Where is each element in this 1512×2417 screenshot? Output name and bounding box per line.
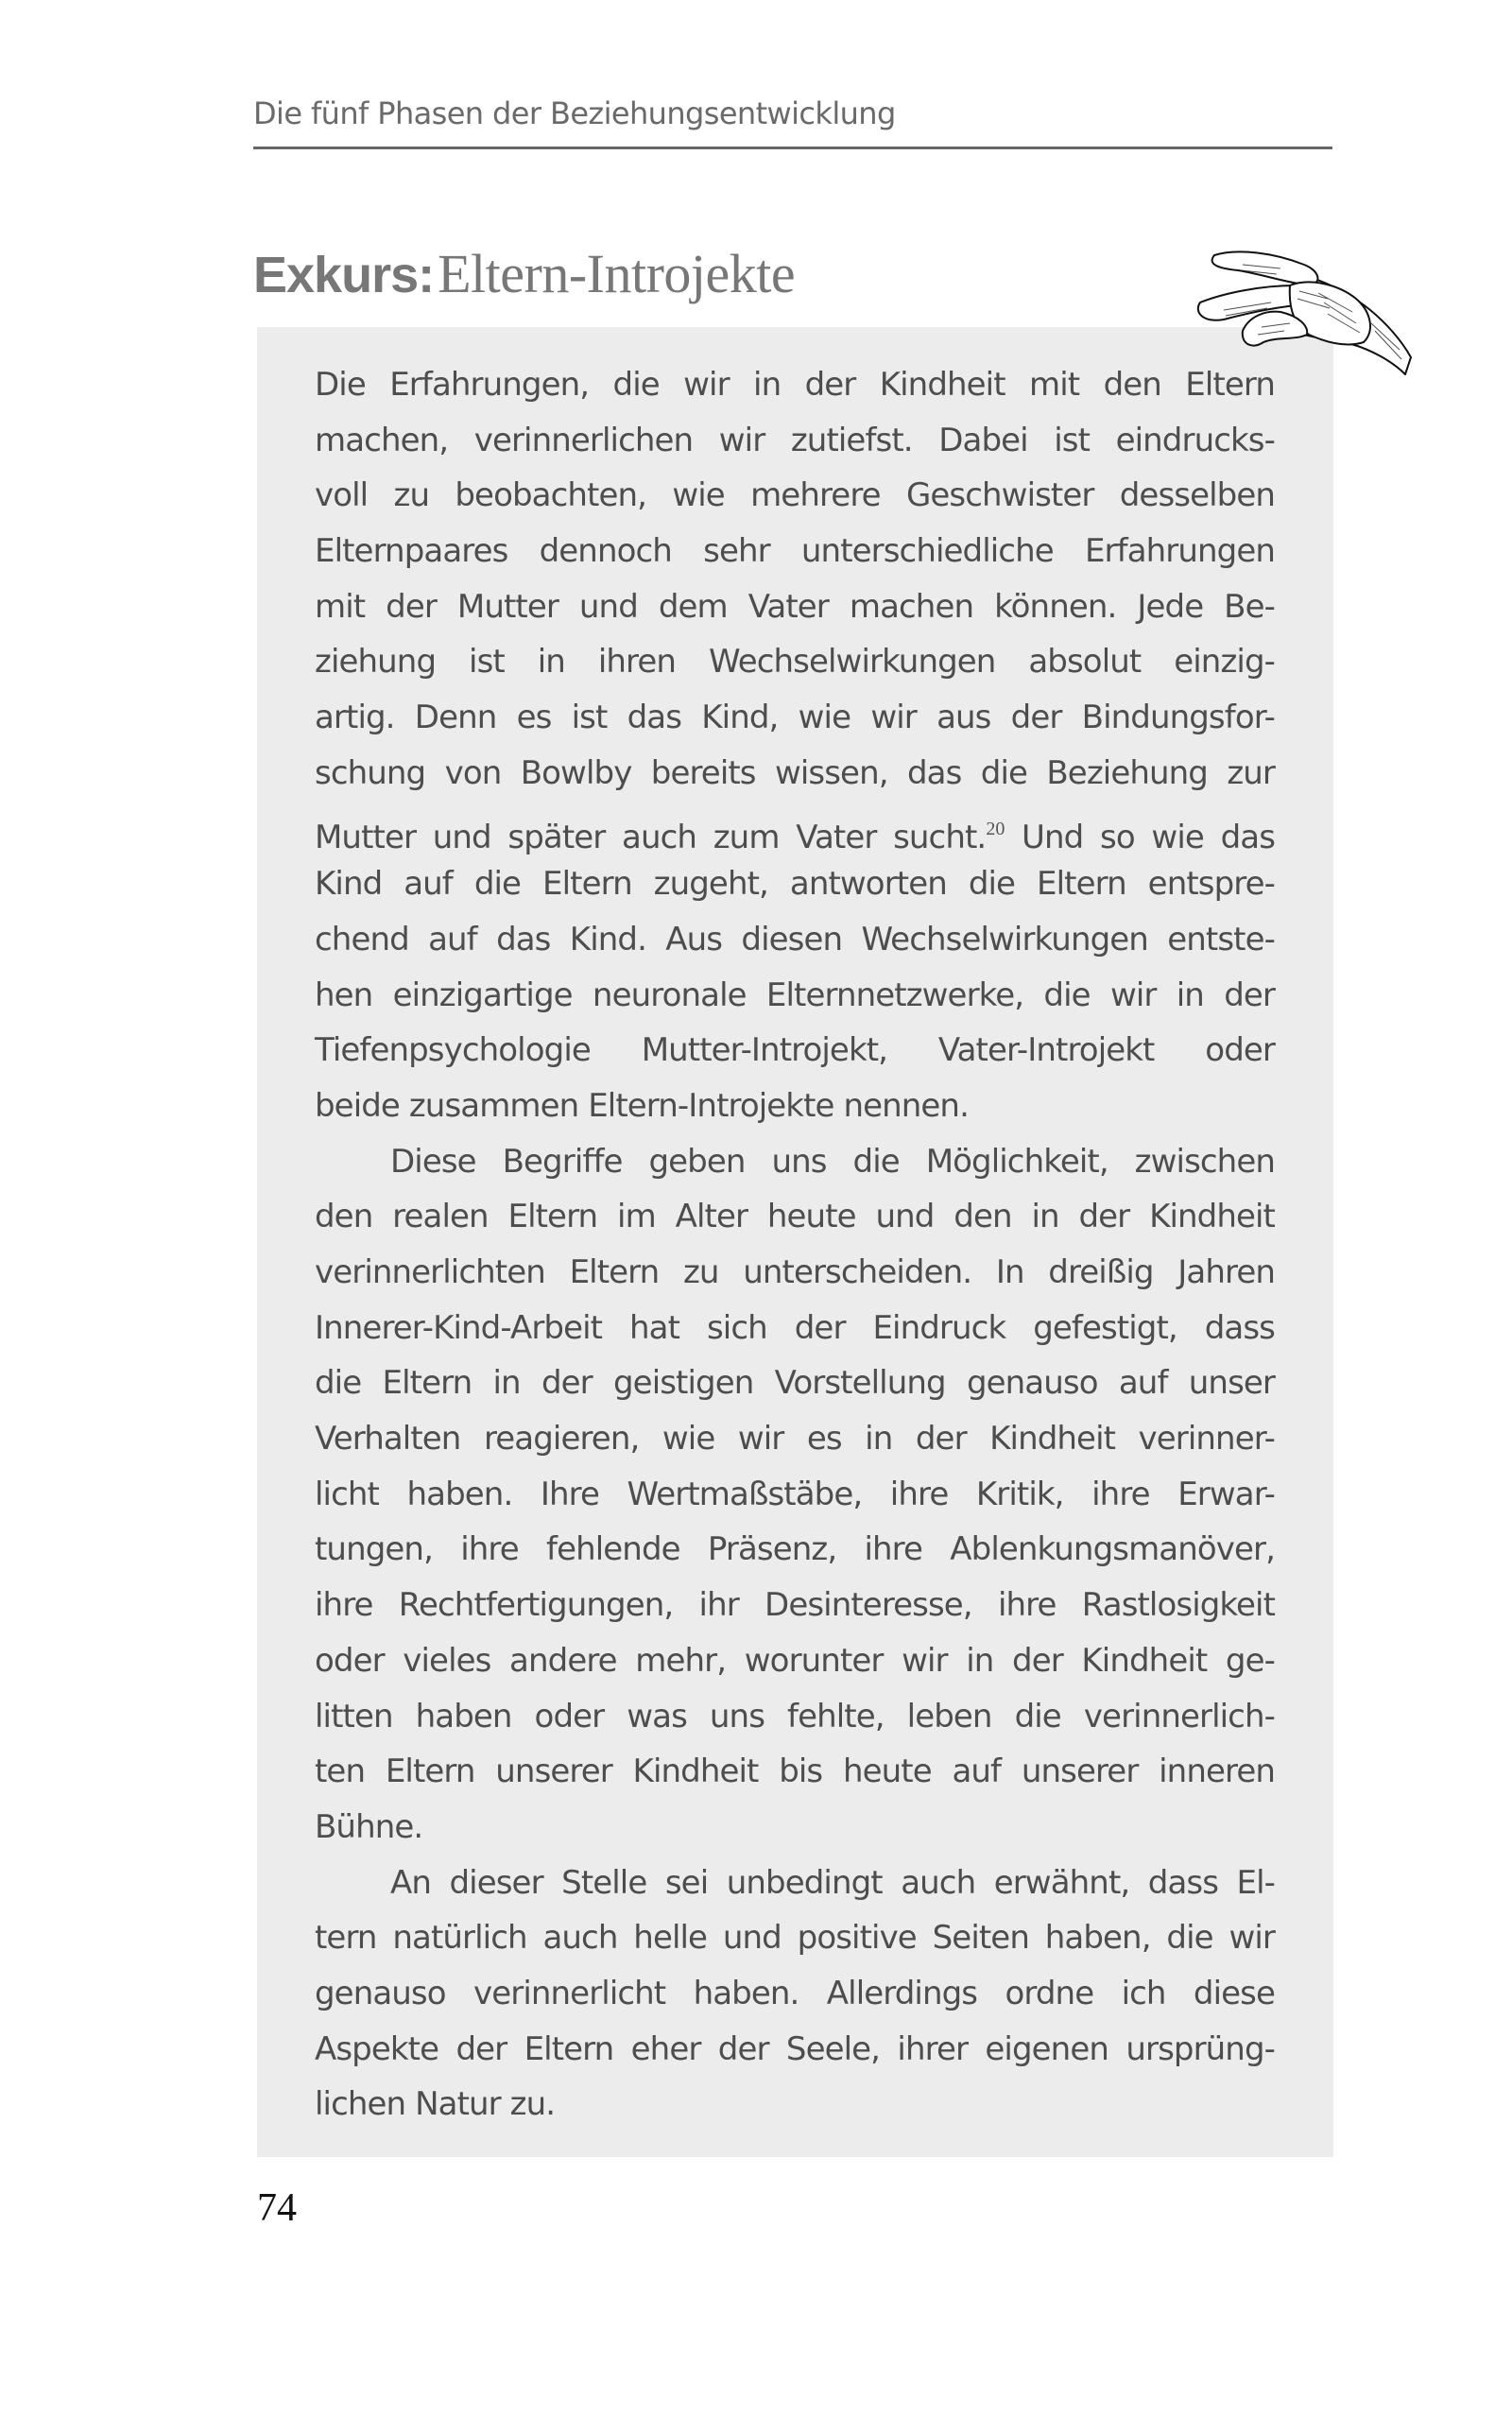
- text-line: tern natürlich auch helle und positive Seiten haben, die wir: [315, 1919, 1275, 1958]
- paragraph: [315, 1856, 1275, 2132]
- text-line: mit der Mutter und dem Vater machen können. Jede Be-: [315, 587, 1275, 626]
- text-line: tungen, ihre fehlende Präsenz, ihre Ablenkungsmanöver,: [315, 1530, 1275, 1569]
- text-line: artig. Denn es ist das Kind, wie wir aus der Bindungsfor-: [315, 699, 1275, 737]
- text-line: ten Eltern unserer Kindheit bis heute auf unserer inneren: [315, 1752, 1275, 1791]
- text-line: schung von Bowlby bereits wissen, das die Beziehung zur: [315, 753, 1275, 792]
- text-line: licht haben. Ihre Wertmaßstäbe, ihre Kritik, ihre Erwar-: [315, 1475, 1275, 1513]
- text-line: litten haben oder was uns fehlte, leben die verinnerlich-: [315, 1697, 1275, 1735]
- text-line: den realen Eltern im Alter heute und den in der Kindheit: [315, 1198, 1275, 1236]
- text-line: oder vieles andere mehr, worunter wir in der Kindheit ge-: [315, 1641, 1275, 1680]
- page-number: 74: [257, 2186, 297, 2230]
- text-line: Tiefenpsychologie Mutter-Introjekt, Vater-Introjekt oder: [315, 1031, 1275, 1070]
- text-line: genauso verinnerlicht haben. Allerdings ordne ich diese: [315, 1974, 1275, 2012]
- text-fragment: Mutter und später auch zum Vater sucht.: [315, 818, 987, 856]
- paragraph: [315, 1134, 1275, 1856]
- text-line: machen, verinnerlichen wir zutiefst. Dabei ist eindrucks-: [315, 421, 1275, 459]
- text-line: An dieser Stelle sei unbedingt auch erwähnt, dass El-: [390, 1863, 1275, 1902]
- text-line: Kind auf die Eltern zugeht, antworten die Eltern entspre-: [315, 865, 1275, 904]
- text-line: Verhalten reagieren, wie wir es in der Kindheit verinner-: [315, 1420, 1275, 1459]
- text-line: Aspekte der Eltern eher der Seele, ihrer eigenen ursprüng-: [315, 2029, 1275, 2068]
- text-line: ziehung ist in ihren Wechselwirkungen absolut einzig-: [315, 643, 1275, 682]
- text-line: voll zu beobachten, wie mehrere Geschwister desselben: [315, 476, 1275, 515]
- text-line: beide zusammen Eltern-Introjekte nennen.: [315, 1086, 969, 1125]
- section-title-keyword: Exkurs:: [253, 247, 435, 303]
- section-title: [253, 236, 795, 326]
- footnote-marker[interactable]: 20: [986, 818, 1005, 839]
- text-line: die Eltern in der geistigen Vorstellung genauso auf unser: [315, 1364, 1275, 1403]
- paragraph: [315, 357, 1275, 1134]
- text-fragment: Und so wie das: [1005, 818, 1276, 856]
- text-line: chend auf das Kind. Aus diesen Wechselwirkungen entste-: [315, 920, 1275, 958]
- text-line: Diese Begriffe geben uns die Möglichkeit, zwischen: [390, 1142, 1275, 1181]
- text-line: Die Erfahrungen, die wir in der Kindheit mit den Eltern: [315, 366, 1275, 404]
- text-line: Innerer-Kind-Arbeit hat sich der Eindruck gefestigt, dass: [315, 1308, 1275, 1347]
- text-line: verinnerlichten Eltern zu unterscheiden. In dreißig Jahren: [315, 1253, 1275, 1291]
- text-line: hen einzigartige neuronale Elternnetzwerke, die wir in der: [315, 975, 1275, 1014]
- text-line: Elternpaares dennoch sehr unterschiedliche Erfahrungen: [315, 532, 1275, 571]
- text-line-with-footnote: [315, 802, 1275, 857]
- header-rule-divider: [253, 147, 1332, 149]
- running-head: Die fünf Phasen der Beziehungsentwicklung: [253, 95, 896, 131]
- text-line: lichen Natur zu.: [315, 2085, 556, 2124]
- excursus-body: [315, 357, 1275, 2132]
- text-line: Bühne.: [315, 1807, 423, 1846]
- text-line: ihre Rechtfertigungen, ihr Desinteresse, ihre Rastlosigkeit: [315, 1586, 1275, 1625]
- section-title-text: Eltern-Introjekte: [438, 243, 796, 304]
